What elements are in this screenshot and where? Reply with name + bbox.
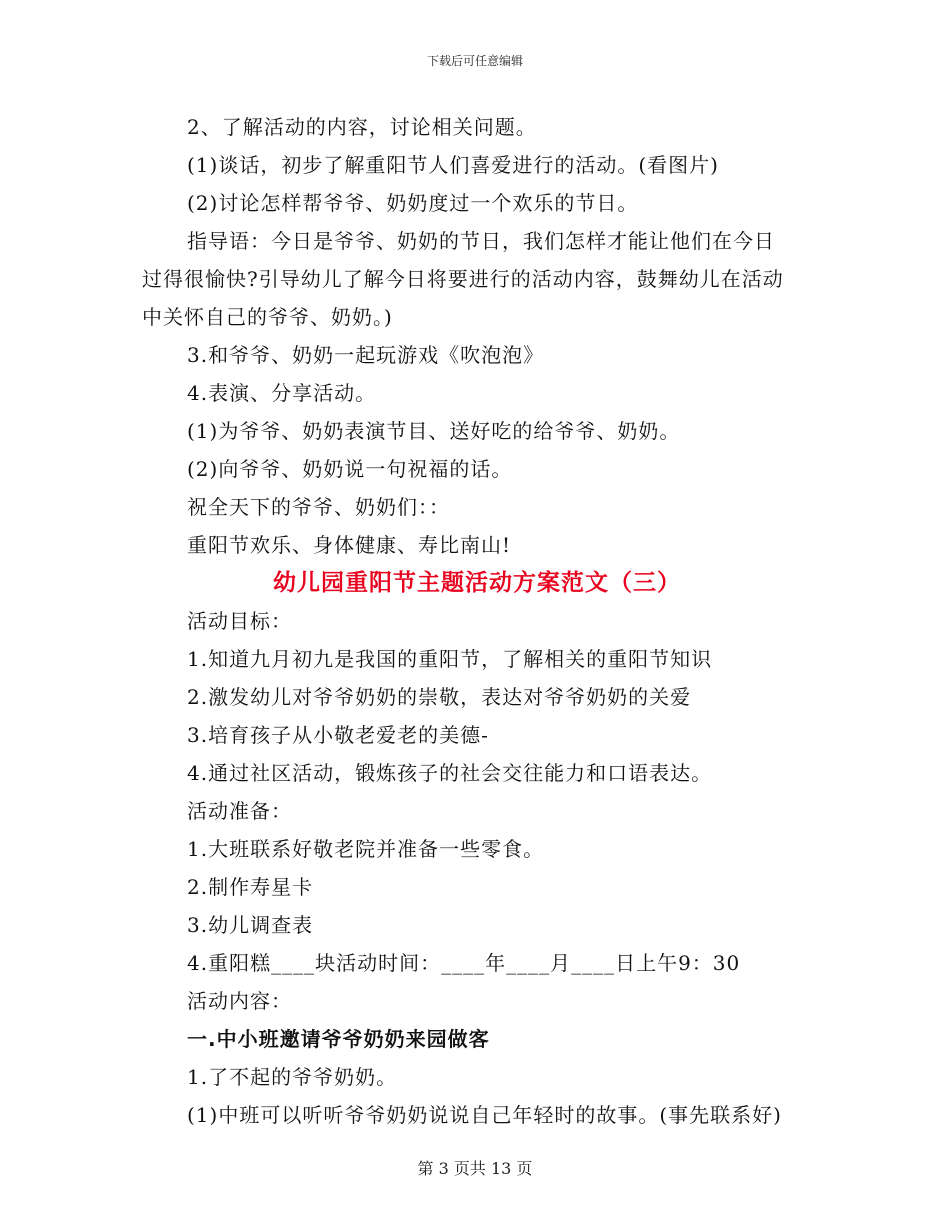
paragraph-line: 重阳节欢乐、身体健康、寿比南山!: [187, 533, 512, 557]
page-footer: 第 3 页共 13 页: [417, 1159, 533, 1178]
list-item: 4.表演、分享活动。: [187, 381, 377, 405]
paragraph-line: 祝全天下的爷爷、奶奶们：：: [187, 495, 450, 519]
list-item: 3.和爷爷、奶奶一起玩游戏《吹泡泡》: [187, 343, 545, 367]
list-item: 1.了不起的爷爷奶奶。: [187, 1065, 398, 1089]
list-item: 1.大班联系好敬老院并准备一些零食。: [187, 837, 545, 861]
section-label: 活动准备：: [187, 799, 292, 823]
paragraph-line: 中关怀自己的爷爷、奶奶。): [142, 305, 393, 329]
list-item: (2)讨论怎样帮爷爷、奶奶度过一个欢乐的节日。: [187, 191, 639, 215]
document-body: [142, 108, 812, 1134]
paragraph-line: 指导语：今日是爷爷、奶奶的节日，我们怎样才能让他们在今日: [187, 229, 775, 253]
list-item: 3.培育孩子从小敬老爱老的美德-: [187, 723, 489, 747]
list-item: 2、了解活动的内容，讨论相关问题。: [187, 115, 537, 139]
list-item: 2.制作寿星卡: [187, 875, 314, 899]
list-item: (1)为爷爷、奶奶表演节目、送好吃的给爷爷、奶奶。: [187, 419, 681, 443]
list-item: 3.幼儿调查表: [187, 913, 314, 937]
subsection-heading: 一.中小班邀请爷爷奶奶来园做客: [187, 1027, 490, 1051]
section-heading: 幼儿园重阳节主题活动方案范文（三）: [273, 570, 681, 596]
list-item: (2)向爷爷、奶奶说一句祝福的话。: [187, 457, 513, 481]
paragraph-line: 过得很愉快?引导幼儿了解今日将要进行的活动内容，鼓舞幼儿在活动: [142, 267, 784, 291]
list-item: 2.激发幼儿对爷爷奶奶的崇敬，表达对爷爷奶奶的关爱: [187, 685, 692, 709]
list-item: 1.知道九月初九是我国的重阳节，了解相关的重阳节知识: [187, 647, 713, 671]
list-item: (1)谈话，初步了解重阳节人们喜爱进行的活动。(看图片): [187, 153, 719, 177]
list-item: (1)中班可以听听爷爷奶奶说说自己年轻时的故事。(事先联系好): [187, 1103, 782, 1127]
section-label: 活动内容：: [187, 989, 292, 1013]
list-item: 4.重阳糕____块活动时间：____年____月____日上午9：30: [187, 951, 741, 975]
list-item: 4.通过社区活动，锻炼孩子的社会交往能力和口语表达。: [187, 761, 713, 785]
page-header: 下载后可任意编辑: [426, 54, 523, 68]
section-label: 活动目标：: [187, 609, 292, 633]
